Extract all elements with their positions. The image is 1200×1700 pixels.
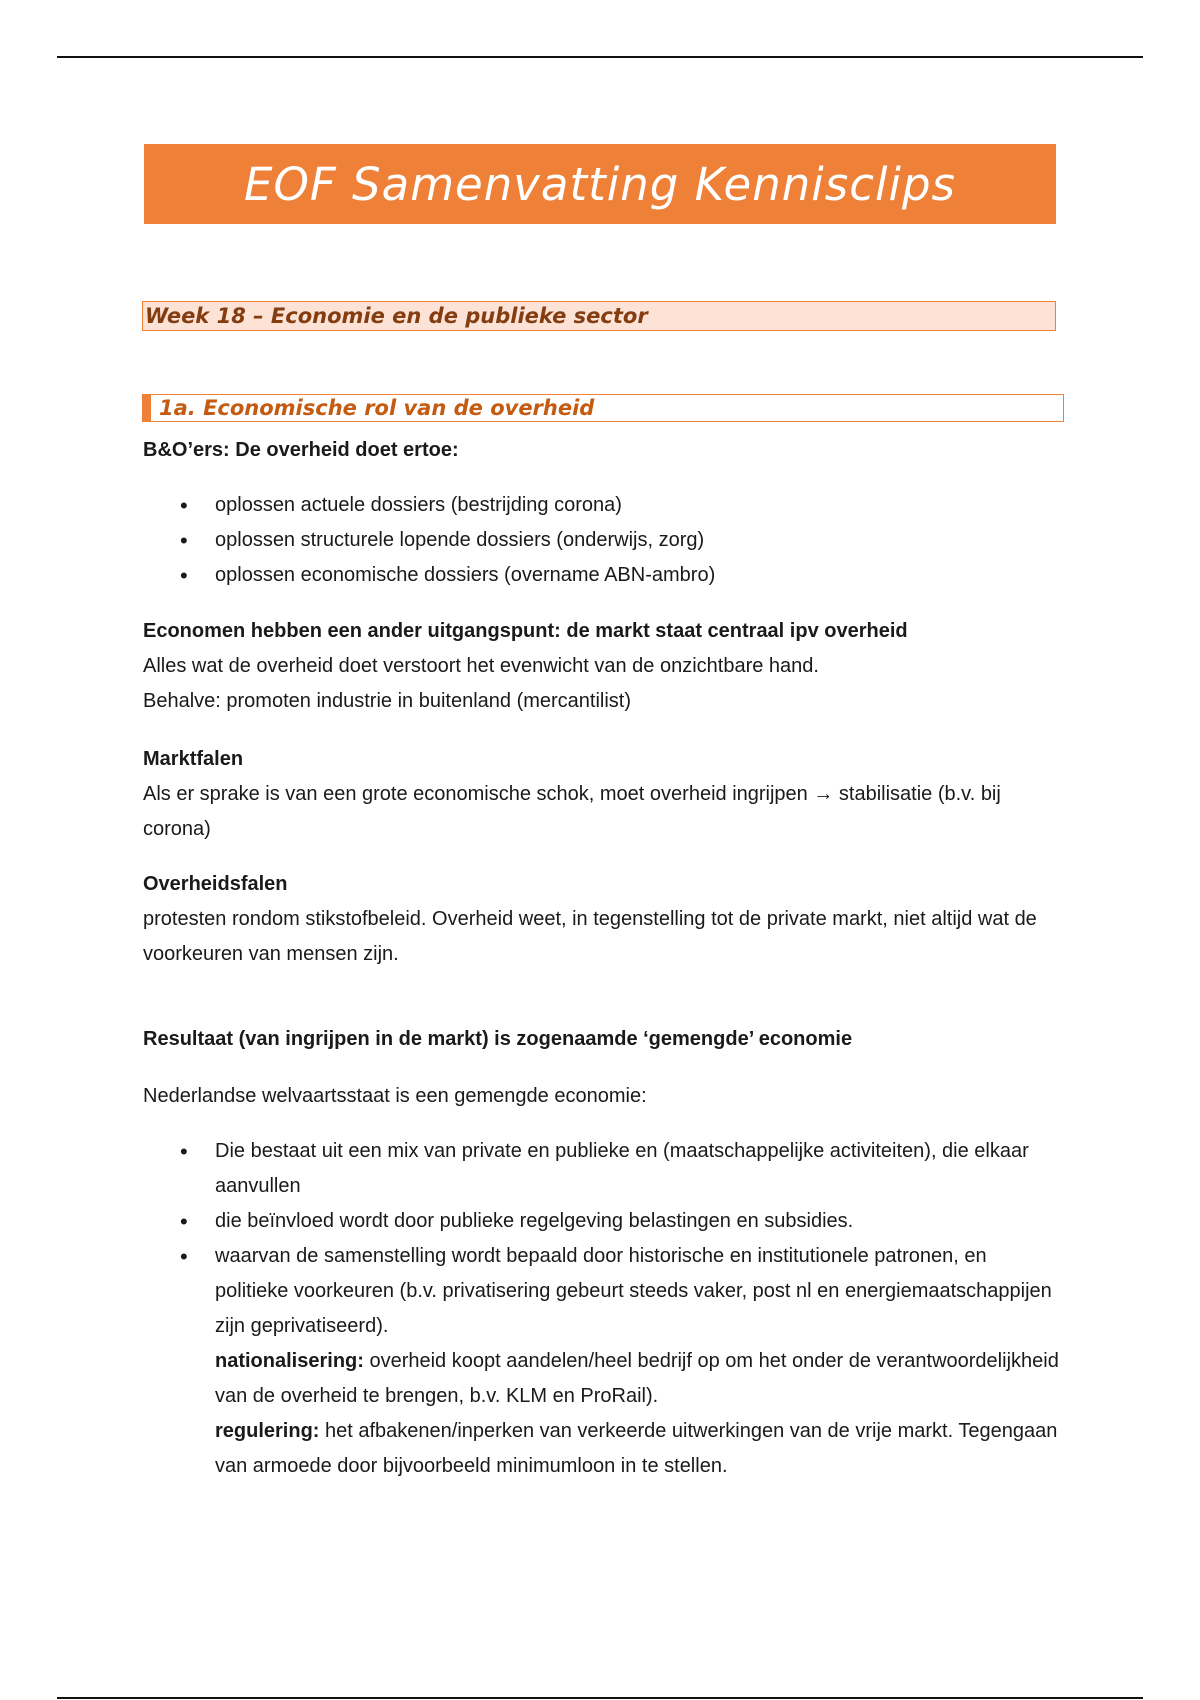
economen-block xyxy=(143,614,1063,719)
nederland-intro-block xyxy=(143,1079,1063,1114)
top-rule xyxy=(57,56,1143,58)
section-heading: 1a. Economische rol van de overheid xyxy=(159,396,595,420)
list-item xyxy=(143,1134,1063,1204)
list-item-text: Die bestaat uit een mix van private en publieke en (maatschappelijke activiteiten), die elkaar aanvullen xyxy=(215,1140,1029,1197)
list-item xyxy=(143,558,1063,593)
list-item xyxy=(143,1204,1063,1239)
economen-heading: Economen hebben een ander uitgangspunt: de markt staat centraal ipv overheid xyxy=(143,620,908,642)
resultaat-block xyxy=(143,1022,1063,1057)
nl-bullet-list xyxy=(143,1134,1063,1484)
nationalisering-text: overheid koopt aandelen/heel bedrijf op om het onder de verantwoordelijkheid van de overheid te brengen, b.v. KLM en ProRail). xyxy=(215,1350,1059,1407)
list-item-text: oplossen economische dossiers (overname ABN-ambro) xyxy=(215,564,716,586)
bullet-glyph: • xyxy=(180,493,188,518)
bullet-glyph: • xyxy=(180,528,188,553)
list-item-text: oplossen structurele lopende dossiers (onderwijs, zorg) xyxy=(215,529,705,551)
resultaat-heading: Resultaat (van ingrijpen in de markt) is zogenaamde ‘gemengde’ economie xyxy=(143,1028,853,1050)
list-item-text: die beïnvloed wordt door publieke regelgeving belastingen en subsidies. xyxy=(215,1210,854,1232)
bo-heading-block xyxy=(143,433,1063,468)
week-heading-box xyxy=(142,301,1056,331)
regulering-text: het afbakenen/inperken van verkeerde uitwerkingen van de vrije markt. Tegengaan van armoede door bijvoorbeeld minimumloon in te stellen. xyxy=(215,1420,1058,1477)
list-item xyxy=(143,523,1063,558)
title-banner xyxy=(144,144,1056,224)
nederland-intro: Nederlandse welvaartsstaat is een gemengde economie: xyxy=(143,1085,647,1107)
marktfalen-heading: Marktfalen xyxy=(143,748,244,770)
overheidsfalen-heading: Overheidsfalen xyxy=(143,873,288,895)
marktfalen-block xyxy=(143,742,1063,847)
nationalisering-label: nationalisering: xyxy=(215,1350,364,1372)
bullet-glyph: • xyxy=(180,563,188,588)
bullet-glyph: • xyxy=(180,1209,188,1234)
marktfalen-text: Als er sprake is van een grote economische schok, moet overheid ingrijpen → stabilisatie (b.v. bij corona) xyxy=(143,783,1001,840)
bullet-glyph: • xyxy=(180,1244,188,1269)
bottom-rule xyxy=(57,1697,1143,1699)
list-item xyxy=(143,488,1063,523)
regulering-label: regulering: xyxy=(215,1420,320,1442)
economen-line-2: Behalve: promoten industrie in buitenland (mercantilist) xyxy=(143,690,632,712)
week-heading: Week 18 – Economie en de publieke sector xyxy=(145,304,648,328)
overheidsfalen-block xyxy=(143,867,1063,972)
bo-heading: B&O’ers: De overheid doet ertoe: xyxy=(143,439,459,461)
list-item-text: waarvan de samenstelling wordt bepaald door historische en institutionele patronen, en politieke voorkeuren (b.v. privatisering gebeurt steeds vaker, post nl en energiemaatschappijen zijn geprivatiseerd). xyxy=(215,1245,1052,1337)
bullet-glyph: • xyxy=(180,1139,188,1164)
bo-bullet-list xyxy=(143,488,1063,593)
list-item-text: oplossen actuele dossiers (bestrijding corona) xyxy=(215,494,622,516)
document-title: EOF Samenvatting Kennisclips xyxy=(244,157,956,211)
section-heading-box xyxy=(142,394,1064,422)
economen-line-1: Alles wat de overheid doet verstoort het evenwicht van de onzichtbare hand. xyxy=(143,655,819,677)
overheidsfalen-text: protesten rondom stikstofbeleid. Overheid weet, in tegenstelling tot de private markt, niet altijd wat de voorkeuren van mensen zijn. xyxy=(143,908,1037,965)
list-item xyxy=(143,1239,1063,1484)
